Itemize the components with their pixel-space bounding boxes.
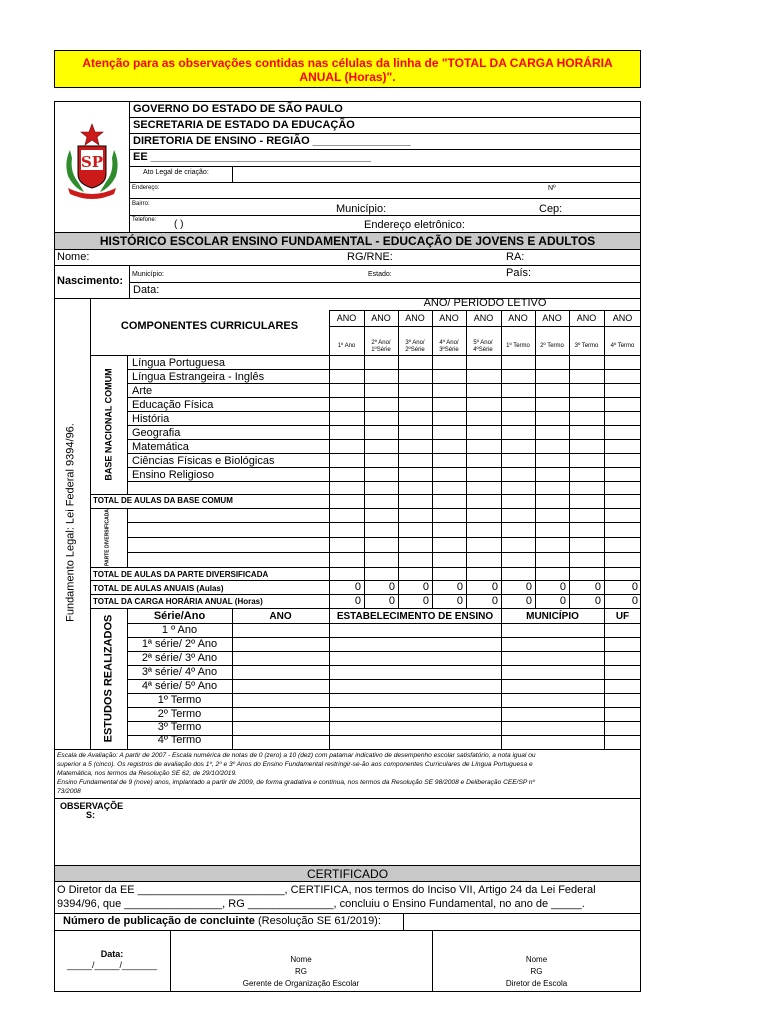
estudos-header-uf: UF xyxy=(615,611,630,622)
periodo-header: ANO/ PERIODO LETIVO xyxy=(423,297,547,309)
ano-label: ANO xyxy=(612,313,633,323)
header-tel-paren: ( ) xyxy=(174,219,184,230)
subject-row: Matemática xyxy=(132,441,189,453)
estudos-header-serie: Série/Ano xyxy=(153,610,206,622)
header-municipio: Município: xyxy=(336,203,387,215)
gerente-nome: Nome xyxy=(290,955,312,964)
ano-label: ANO xyxy=(439,313,459,323)
certificado-title: CERTIFICADO xyxy=(306,867,389,881)
estudos-row: 4º Termo xyxy=(157,734,202,746)
total-carga-value: 0 xyxy=(491,595,498,607)
subject-row: Ensino Religioso xyxy=(132,469,214,481)
ano-label: ANO xyxy=(371,313,391,323)
publicacao-resolucao: (Resolução SE 61/2019): xyxy=(254,915,381,927)
certificado-line1: O Diretor da EE ________________________, CERTIFICA, nos termos do Inciso VII, Artigo 24 da Lei Federal xyxy=(57,884,596,896)
year-label: 4º Termo xyxy=(610,343,635,349)
total-carga-label: TOTAL DA CARGA HORÁRIA ANUAL (Horas) xyxy=(93,597,263,606)
total-anuais-label: TOTAL DE AULAS ANUAIS (Aulas) xyxy=(93,584,224,593)
observacoes-label: OBSERVAÇÕE xyxy=(60,801,124,811)
diretor-nome: Nome xyxy=(525,955,548,964)
note-line: Ensino Fundamental de 9 (nove) anos, implantado a partir de 2009, de forma gradativa e contínua, nos termos da Resolução SE 98/2008 e Deliberação CEE/SP nº xyxy=(57,779,535,786)
header-ato-legal: Ato Legal de criação: xyxy=(143,169,209,176)
header-secretaria: SECRETARIA DE ESTADO DA EDUCAÇÃO xyxy=(133,119,355,131)
total-anuais-value: 0 xyxy=(422,581,429,593)
year-label: 3º Ano/ 2ºSérie xyxy=(405,340,425,353)
estudos-row: 3º Termo xyxy=(157,721,202,733)
signature-data-line: _____/_____/_______ xyxy=(66,960,158,970)
notice-text: Atenção para as observações contidas nas células da linha de "TOTAL DA CARGA HORÁRIA ANUAL (Horas)". xyxy=(82,56,613,84)
year-label: 3º Termo xyxy=(574,343,599,349)
sp-coat-of-arms-logo xyxy=(58,122,126,202)
subject-row: Geografia xyxy=(132,427,181,439)
total-anuais-value: 0 xyxy=(388,581,395,593)
estudos-header-ano: ANO xyxy=(269,611,292,622)
total-carga-value: 0 xyxy=(559,595,566,607)
ano-label: ANO xyxy=(336,313,357,323)
total-carga-value: 0 xyxy=(456,595,463,607)
ano-label: ANO xyxy=(542,313,562,323)
gerente-rg: RG xyxy=(295,967,307,976)
note-line: 73/2008 xyxy=(57,788,81,795)
total-anuais-value: 0 xyxy=(525,581,532,593)
publicacao-label: Número de publicação de concluinte xyxy=(63,915,255,927)
student-nascimento: Nascimento: xyxy=(57,275,124,287)
componentes-header: COMPONENTES CURRICULARES xyxy=(120,320,299,332)
subject-row: Ciências Físicas e Biológicas xyxy=(132,455,275,467)
fundamento-legal: Fundamento Legal: Lei Federal 9394/96. xyxy=(64,423,77,622)
header-cep: Cep: xyxy=(539,203,563,215)
student-data: Data: xyxy=(133,284,160,296)
note-line: Escala de Avaliação: A partir de 2007 - Escala numérica de notas de 0 (zero) a 10 (dez) com patamar indicativo de desempenho escolar satisfatório, a nota igual ou xyxy=(57,752,536,759)
logo-letters: SP xyxy=(80,153,104,171)
total-anuais-value: 0 xyxy=(354,581,361,593)
note-line: superior a 5 (cinco). Os registros de avaliação dos 1º, 2º e 3º Anos do Ensino Fundamental restringir-se-ão aos componentes Curriculares de Língua Portuguesa e xyxy=(57,761,533,768)
total-anuais-value: 0 xyxy=(456,581,463,593)
ano-label: ANO xyxy=(405,313,425,323)
student-municipio: Município: xyxy=(132,271,164,278)
note-line: Matemática, nos termos da Resolução SE 62, de 29/10/2019. xyxy=(57,770,237,777)
estudos-row: 2ª série/ 3º Ano xyxy=(141,652,218,664)
signature-data-label: Data: xyxy=(100,949,124,959)
header-telefone: Telefone: xyxy=(132,217,157,223)
year-label: 1º Ano xyxy=(337,343,356,349)
observacoes-label-2: S: xyxy=(86,810,95,820)
subject-row: Arte xyxy=(132,385,153,397)
diretor-title: Diretor de Escola xyxy=(505,979,568,988)
total-anuais-value: 0 xyxy=(491,581,498,593)
total-carga-value: 0 xyxy=(388,595,395,607)
header-endereco: Endereço: xyxy=(132,185,160,191)
estudos-header-estabelecimento: ESTABELECIMENTO DE ENSINO xyxy=(336,611,494,622)
total-parte-label: TOTAL DE AULAS DA PARTE DIVERSIFICADA xyxy=(93,570,269,579)
total-carga-value: 0 xyxy=(631,595,638,607)
total-anuais-value: 0 xyxy=(594,581,601,593)
estudos-realizados-label: ESTUDOS REALIZADOS xyxy=(102,614,115,743)
year-label: 2º Termo xyxy=(540,343,564,349)
estudos-row: 3ª série/ 4º Ano xyxy=(141,666,218,678)
estudos-row: 1ª série/ 2º Ano xyxy=(141,638,218,650)
estudos-header-municipio: MUNICÍPIO xyxy=(526,611,579,622)
estudos-row: 1º Termo xyxy=(157,694,202,706)
gerente-title: Gerente de Organização Escolar xyxy=(242,979,360,988)
header-gov: GOVERNO DO ESTADO DE SÃO PAULO xyxy=(133,103,343,115)
estudos-row: 2º Termo xyxy=(157,708,202,720)
estudos-row: 1 º Ano xyxy=(161,624,198,636)
subject-row: Língua Estrangeira - Inglês xyxy=(132,371,265,383)
base-nacional-label: BASE NACIONAL COMUM xyxy=(103,368,114,481)
header-email: Endereço eletrônico: xyxy=(364,219,465,231)
total-anuais-value: 0 xyxy=(559,581,566,593)
header-numero: Nº xyxy=(548,185,556,192)
year-label: 2º Ano/ 1ºSérie xyxy=(371,340,391,353)
ano-label: ANO xyxy=(576,313,597,323)
total-anuais-value: 0 xyxy=(631,581,638,593)
total-base-label: TOTAL DE AULAS DA BASE COMUM xyxy=(93,496,233,505)
header-diretoria: DIRETORIA DE ENSINO - REGIÃO ________________ xyxy=(133,135,411,147)
student-rg: RG/RNE: xyxy=(347,251,393,263)
year-label: 5º Ano/ 4ºSérie xyxy=(473,340,493,353)
diretor-rg: RG xyxy=(530,967,543,976)
subject-row: História xyxy=(132,413,170,425)
total-carga-value: 0 xyxy=(422,595,429,607)
student-estado: Estado: xyxy=(368,271,392,278)
subject-row: Língua Portuguesa xyxy=(132,357,225,369)
page-title: HISTÓRICO ESCOLAR ENSINO FUNDAMENTAL - EDUCAÇÃO DE JOVENS E ADULTOS xyxy=(99,234,596,248)
ano-label: ANO xyxy=(473,313,494,323)
total-carga-value: 0 xyxy=(525,595,532,607)
total-carga-value: 0 xyxy=(594,595,601,607)
parte-diversificada-label: PARTE DIVERSIFICADA xyxy=(104,509,111,566)
year-label: 1º Termo xyxy=(506,343,530,349)
notice-banner xyxy=(54,50,641,88)
header-ee: EE ____________________________________ xyxy=(133,151,371,163)
publicacao-row xyxy=(63,916,381,927)
total-carga-value: 0 xyxy=(354,595,361,607)
student-nome: Nome: xyxy=(57,251,90,263)
student-pais: País: xyxy=(506,267,532,279)
ano-label: ANO xyxy=(508,313,528,323)
year-label: 4º Ano/ 3ºSérie xyxy=(439,340,459,353)
certificado-line2: 9394/96, que ________________, RG ______________, concluiu o Ensino Fundamental, no ano de _____. xyxy=(57,898,585,910)
subject-row: Educação Física xyxy=(132,399,214,411)
student-ra: RA: xyxy=(506,251,525,263)
estudos-row: 4ª série/ 5º Ano xyxy=(141,680,218,692)
header-bairro: Bairro: xyxy=(132,201,150,207)
